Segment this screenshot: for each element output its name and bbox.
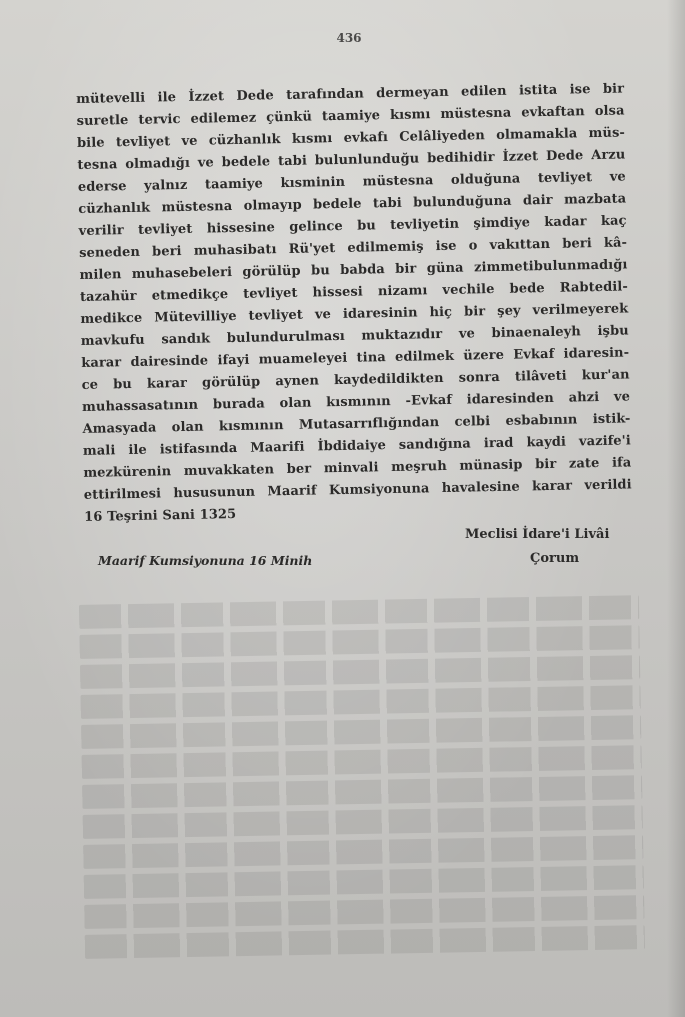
text-line: ce bu karar görülüp aynen kaydedildikten sonra tilâveti kur'an xyxy=(81,367,630,393)
text-line: karar dairesinde ifayi muameleyei tina edilmek üzere Evkaf idaresin- xyxy=(81,345,630,371)
signature-place: Çorum xyxy=(530,551,580,566)
text-line: cüzhanlık müstesna olmayıp bedele tabi bulunduğuna dair mazbata xyxy=(78,191,627,217)
text-line: verilir tevliyet hissesine gelince bu tevliyetin şimdiye kadar kaç xyxy=(78,213,627,239)
show-through-text xyxy=(79,595,645,965)
body-text xyxy=(76,78,632,528)
text-line: mali ile istifasında Maarifi İbdidaiye sandığına irad kaydi vazife'i xyxy=(82,433,632,459)
text-line: bile tevliyet ve cüzhanlık kısmı evkafı Celâliyeden olmamakla müs- xyxy=(76,125,626,151)
text-line: mütevelli ile İzzet Dede tarafından dermeyan edilen istita ise bir xyxy=(76,81,625,107)
text-line: Amasyada olan kısmının Mutasarrıflığından celbi esbabının istik- xyxy=(82,411,631,437)
text-line: medikce Mütevilliye tevliyet ve idaresinin hiç bir şey verilmeyerek xyxy=(80,301,629,327)
text-line: ederse yalnız taamiye kısminin müstesna olduğuna tevliyet ve xyxy=(77,169,626,195)
text-line: seneden beri muhasibatı Rü'yet edilmemiş ise o vakıttan beri kâ- xyxy=(79,235,628,261)
text-line: muhassasatının burada olan kısmının -Evkaf idaresinden ahzi ve xyxy=(81,389,631,415)
text-line: ettirilmesi hususunun Maarif Kumsiyonuna havalesine karar verildi xyxy=(83,477,632,503)
signature-council: Meclisi İdare'i Livâi xyxy=(465,527,610,542)
stamp-line: Maarif Kumsiyonuna 16 Minih xyxy=(98,553,313,568)
text-line: tesna olmadığı ve bedele tabi bulunlunduğu bedihidir İzzet Dede Arzu xyxy=(77,147,626,173)
text-line: suretle tervic edilemez çünkü taamiye kısmı müstesna evkaftan olsa xyxy=(76,103,625,129)
text-line: mavkufu sandık bulundurulması muktazıdır ve binaenaleyh işbu xyxy=(80,323,629,349)
date-line: 16 Teşrini Sani 1325 xyxy=(84,507,237,525)
text-line: milen muhasebeleri görülüp bu babda bir güna zimmetibulunmadığı xyxy=(79,257,628,283)
page-number: 436 xyxy=(336,31,362,45)
text-line: tazahür etmedikçe tevliyet hissesi nizamı vechile bede Rabtedil- xyxy=(79,279,629,305)
text-line: mezkürenin muvakkaten ber minvali meşruh münasip bir zate ifa xyxy=(83,455,632,481)
